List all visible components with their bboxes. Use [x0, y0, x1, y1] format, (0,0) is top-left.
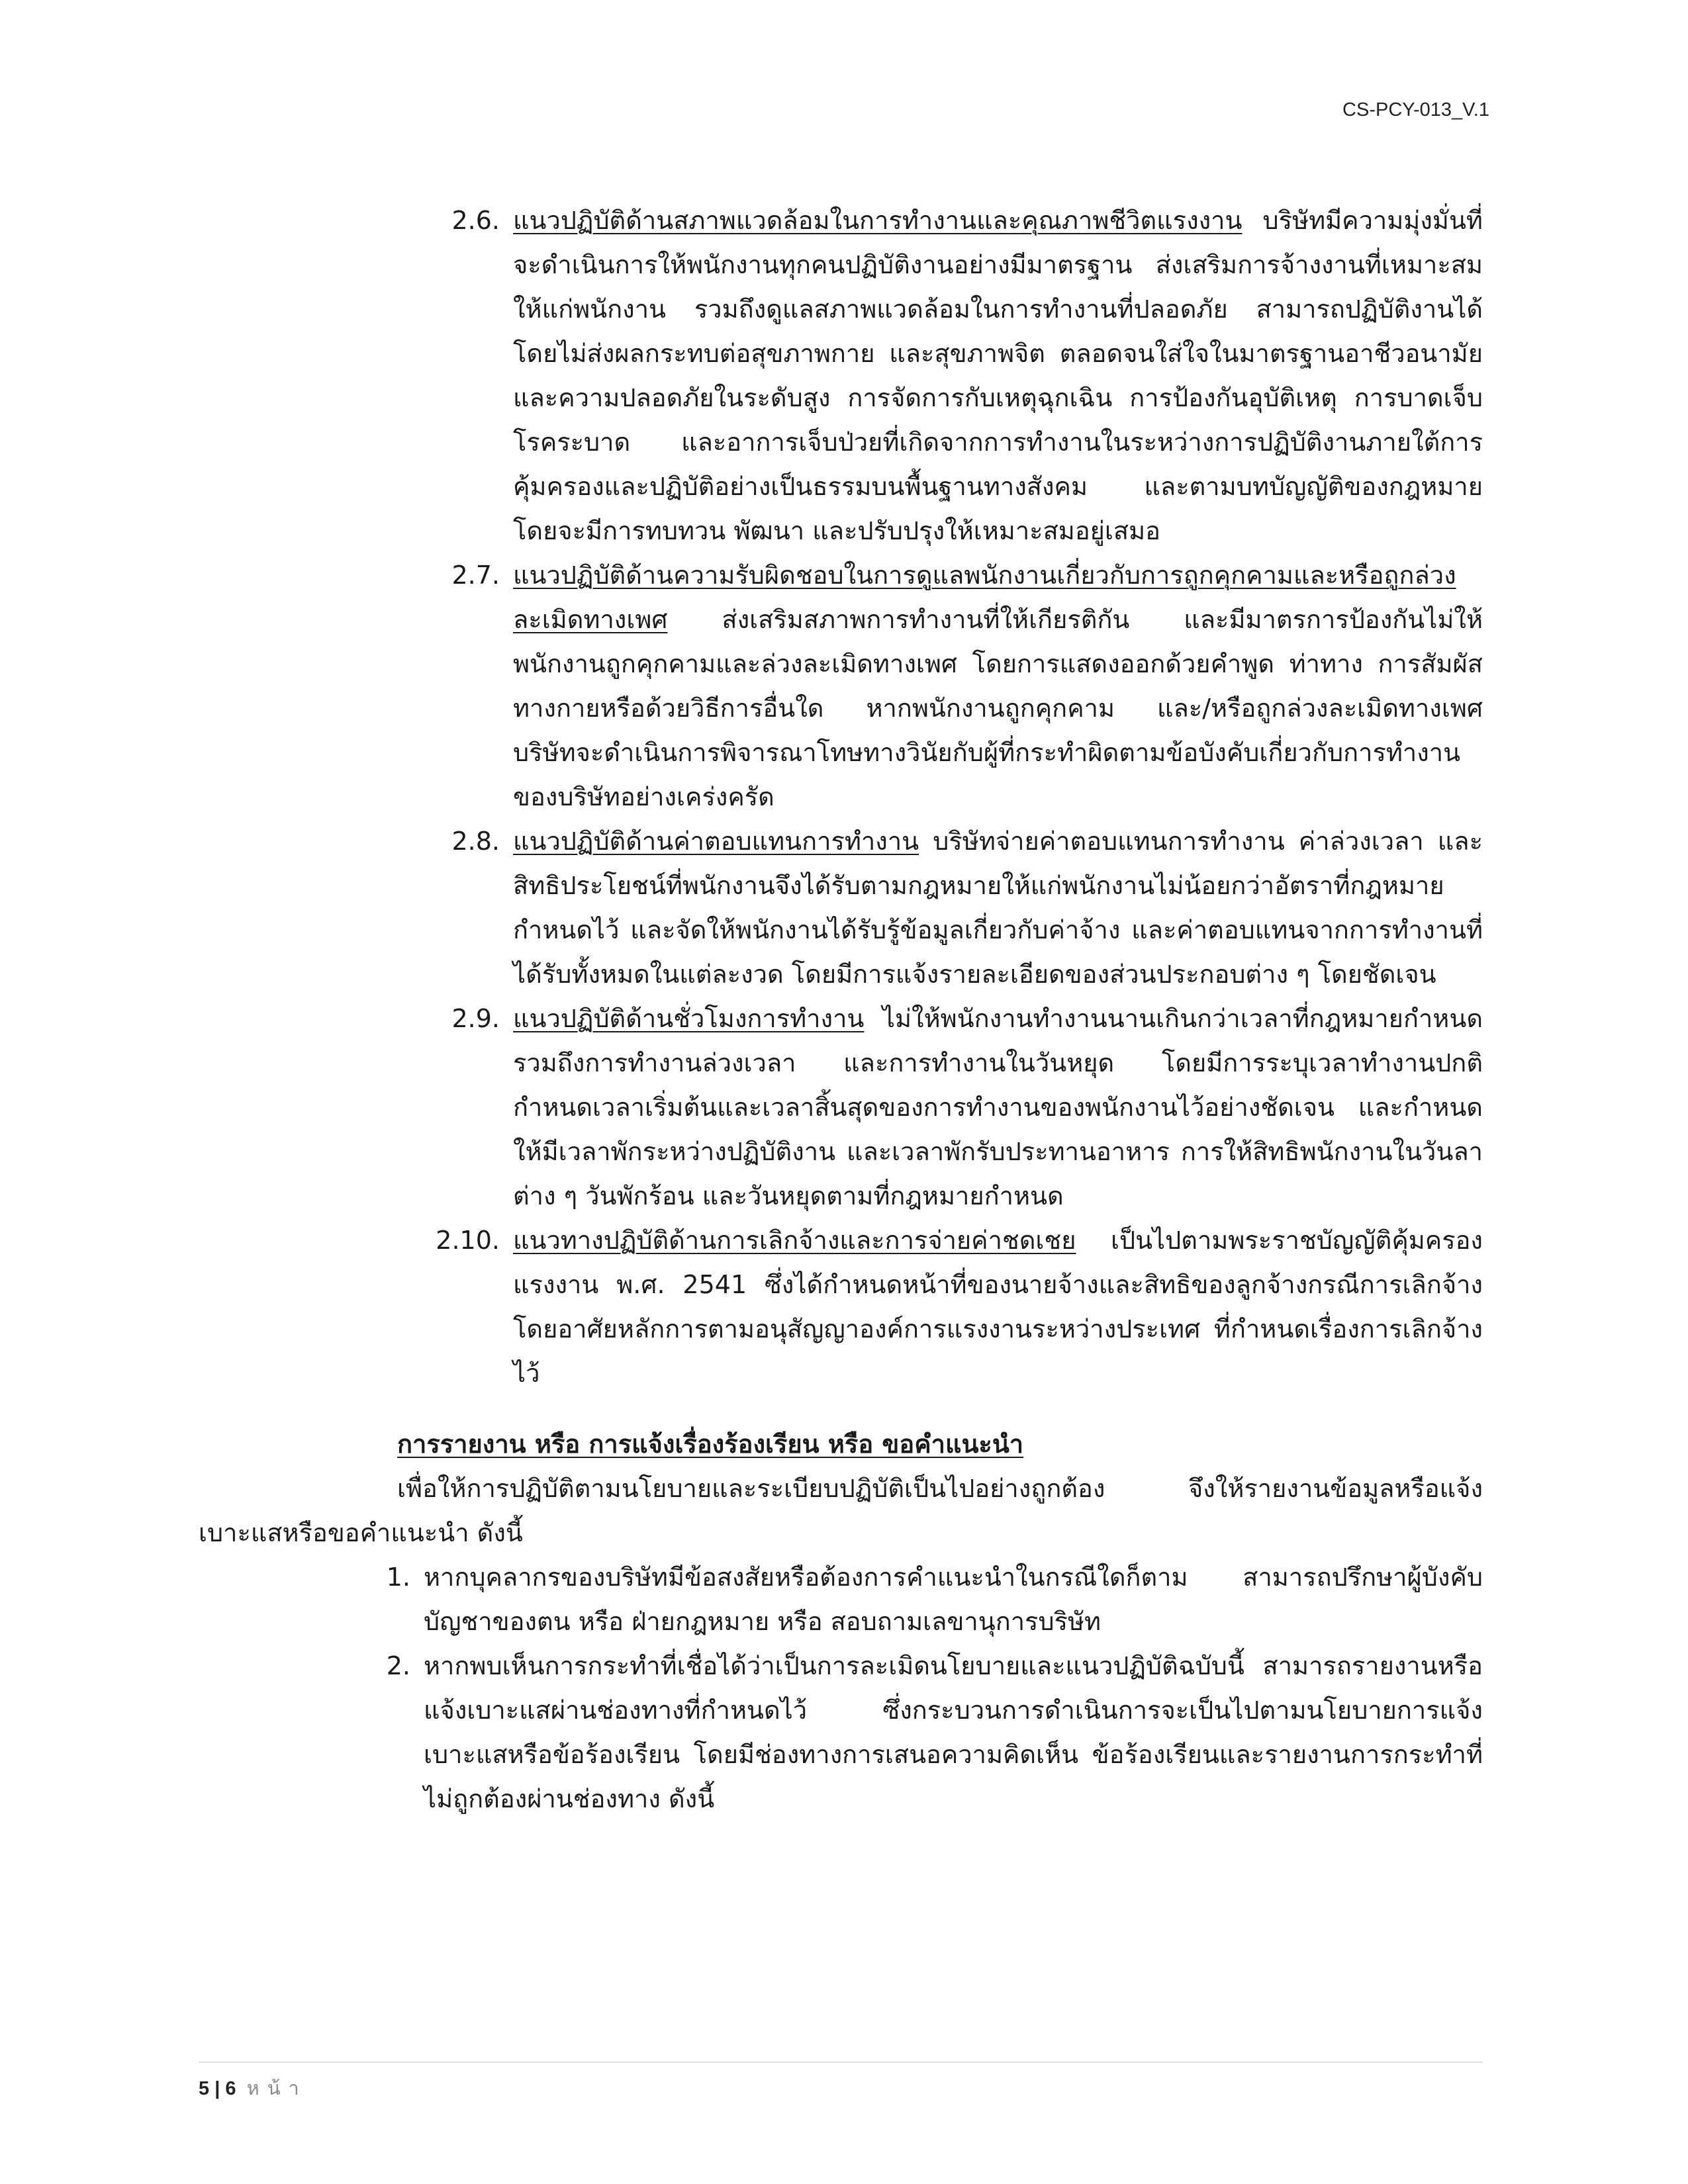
policy-title: แนวปฏิบัติด้านชั่วโมงการทำงาน	[513, 1004, 865, 1033]
policy-description: ส่งเสริมสภาพการทำงานที่ให้เกียรติกัน และมีมาตรการป้องกันไม่ให้พนักงานถูกคุกคามและล่วงละเมิดทางเพศ โดยการแสดงออกด้วยคำพูด ท่าทาง การสัมผัสทางกายหรือด้วยวิธีการอื่นใด หากพนักงานถูกคุกคาม และ/หรือถูกล่วงละเมิดทางเพศ บริษัทจะดำเนินการพิจารณาโทษทางวินัยกับผู้ที่กระทำผิดตามข้อบังคับเกี่ยวกับการทำงานของบริษัทอย่างเคร่งครัด	[513, 605, 1483, 811]
policy-number: 2.10.	[436, 1226, 500, 1255]
document-body	[199, 199, 1483, 1821]
reporting-item	[199, 1644, 1483, 1821]
reporting-number: 2.	[386, 1651, 410, 1680]
reporting-item	[199, 1555, 1483, 1644]
reporting-heading-text: การรายงาน หรือ การแจ้งเรื่องร้องเรียน หรือ ขอคำแนะนำ	[397, 1430, 1024, 1459]
policy-text	[513, 997, 1483, 1218]
policy-number: 2.9.	[451, 1004, 500, 1033]
reporting-intro: เพื่อให้การปฏิบัติตามนโยบายและระเบียบปฏิบัติเป็นไปอย่างถูกต้อง จึงให้รายงานข้อมูลหรือแจ้งเบาะแสหรือขอคำแนะนำ ดังนี้	[199, 1474, 1483, 1547]
policy-number: 2.6.	[451, 206, 500, 235]
policy-title: แนวปฏิบัติด้านค่าตอบแทนการทำงาน	[513, 827, 919, 856]
policy-description: บริษัทมีความมุ่งมั่นที่จะดำเนินการให้พนักงานทุกคนปฏิบัติงานอย่างมีมาตรฐาน ส่งเสริมการจ้างงานที่เหมาะสมให้แก่พนักงาน รวมถึงดูแลสภาพแวดล้อมในการทำงานที่ปลอดภัย สามารถปฏิบัติงานได้โดยไม่ส่งผลกระทบต่อสุขภาพกาย และสุขภาพจิต ตลอดจนใส่ใจในมาตรฐานอาชีวอนามัยและความปลอดภัยในระดับสูง การจัดการกับเหตุฉุกเฉิน การป้องกันอุบัติเหตุ การบาดเจ็บ โรคระบาด และอาการเจ็บป่วยที่เกิดจากการทำงานในระหว่างการปฏิบัติงานภายใต้การคุ้มครองและปฏิบัติอย่างเป็นธรรมบนพื้นฐานทางสังคม และตามบทบัญญัติของกฎหมาย โดยจะมีการทบทวน พัฒนา และปรับปรุงให้เหมาะสมอยู่เสมอ	[513, 206, 1483, 545]
policy-title: แนวทางปฏิบัติด้านการเลิกจ้างและการจ่ายค่าชดเชย	[513, 1226, 1076, 1255]
page-footer	[199, 2073, 307, 2103]
reporting-heading	[199, 1422, 1483, 1467]
policy-text	[513, 1218, 1483, 1396]
policy-title: แนวปฏิบัติด้านสภาพแวดล้อมในการทำงานและคุณภาพชีวิตแรงงาน	[513, 206, 1243, 235]
policy-text	[513, 819, 1483, 997]
policy-description: เป็นไปตามพระราชบัญญัติคุ้มครองแรงงาน พ.ศ. 2541 ซึ่งได้กำหนดหน้าที่ของนายจ้างและสิทธิของลูกจ้างกรณีการเลิกจ้าง โดยอาศัยหลักการตามอนุสัญญาองค์การแรงงานระหว่างประเทศ ที่กำหนดเรื่องการเลิกจ้างไว้	[513, 1226, 1483, 1388]
policy-item	[199, 819, 1483, 997]
reporting-text: หากบุคลากรของบริษัทมีข้อสงสัยหรือต้องการคำแนะนำในกรณีใดก็ตาม สามารถปรึกษาผู้บังคับบัญชาของตน หรือ ฝ่ายกฎหมาย หรือ สอบถามเลขานุการบริษัท	[424, 1563, 1483, 1636]
policy-description: บริษัทจ่ายค่าตอบแทนการทำงาน ค่าล่วงเวลา และสิทธิประโยชน์ที่พนักงานจึงได้รับตามกฎหมายให้แก่พนักงานไม่น้อยกว่าอัตราที่กฎหมายกำหนดไว้ และจัดให้พนักงานได้รับรู้ข้อมูลเกี่ยวกับค่าจ้าง และค่าตอบแทนจากการทำงานที่ได้รับทั้งหมดในแต่ละงวด โดยมีการแจ้งรายละเอียดของส่วนประกอบต่าง ๆ โดยชัดเจน	[513, 827, 1483, 989]
policy-description: ไม่ให้พนักงานทำงานนานเกินกว่าเวลาที่กฎหมายกำหนดรวมถึงการทำงานล่วงเวลา และการทำงานในวันหยุด โดยมีการระบุเวลาทำงานปกติกำหนดเวลาเริ่มต้นและเวลาสิ้นสุดของการทำงานของพนักงานไว้อย่างชัดเจน และกำหนดให้มีเวลาพักระหว่างปฏิบัติงาน และเวลาพักรับประทานอาหาร การให้สิทธิพนักงานในวันลาต่าง ๆ วันพักร้อน และวันหยุดตามที่กฎหมายกำหนด	[513, 1004, 1483, 1210]
total-pages-number: 6	[225, 2078, 236, 2099]
reporting-text: หากพบเห็นการกระทำที่เชื่อได้ว่าเป็นการละเมิดนโยบายและแนวปฏิบัติฉบับนี้ สามารถรายงานหรือแจ้งเบาะแสผ่านช่องทางที่กำหนดไว้ ซึ่งกระบวนการดำเนินการจะเป็นไปตามนโยบายการแจ้งเบาะแสหรือข้อร้องเรียน โดยมีช่องทางการเสนอความคิดเห็น ข้อร้องเรียนและรายงานการกระทำที่ไม่ถูกต้องผ่านช่องทาง ดังนี้	[424, 1651, 1483, 1813]
policy-item	[199, 997, 1483, 1218]
page-word: หน้า	[246, 2077, 307, 2099]
policy-title: แนวปฏิบัติด้านความรับผิดชอบในการดูแลพนักงานเกี่ยวกับการถูกคุกคามและหรือถูกล่วงละเมิดทางเพศ	[513, 561, 1456, 634]
policy-number: 2.8.	[451, 827, 500, 856]
reporting-number: 1.	[386, 1563, 410, 1592]
policy-text	[513, 553, 1483, 819]
policy-text	[513, 199, 1483, 553]
current-page-number: 5	[199, 2078, 210, 2099]
policy-number: 2.7.	[451, 561, 500, 590]
policy-item	[199, 199, 1483, 553]
policy-item	[199, 553, 1483, 819]
footer-divider	[199, 2062, 1483, 2063]
document-code: CS-PCY-013_V.1	[1342, 99, 1489, 120]
policy-item	[199, 1218, 1483, 1396]
page-separator: |	[214, 2078, 220, 2099]
